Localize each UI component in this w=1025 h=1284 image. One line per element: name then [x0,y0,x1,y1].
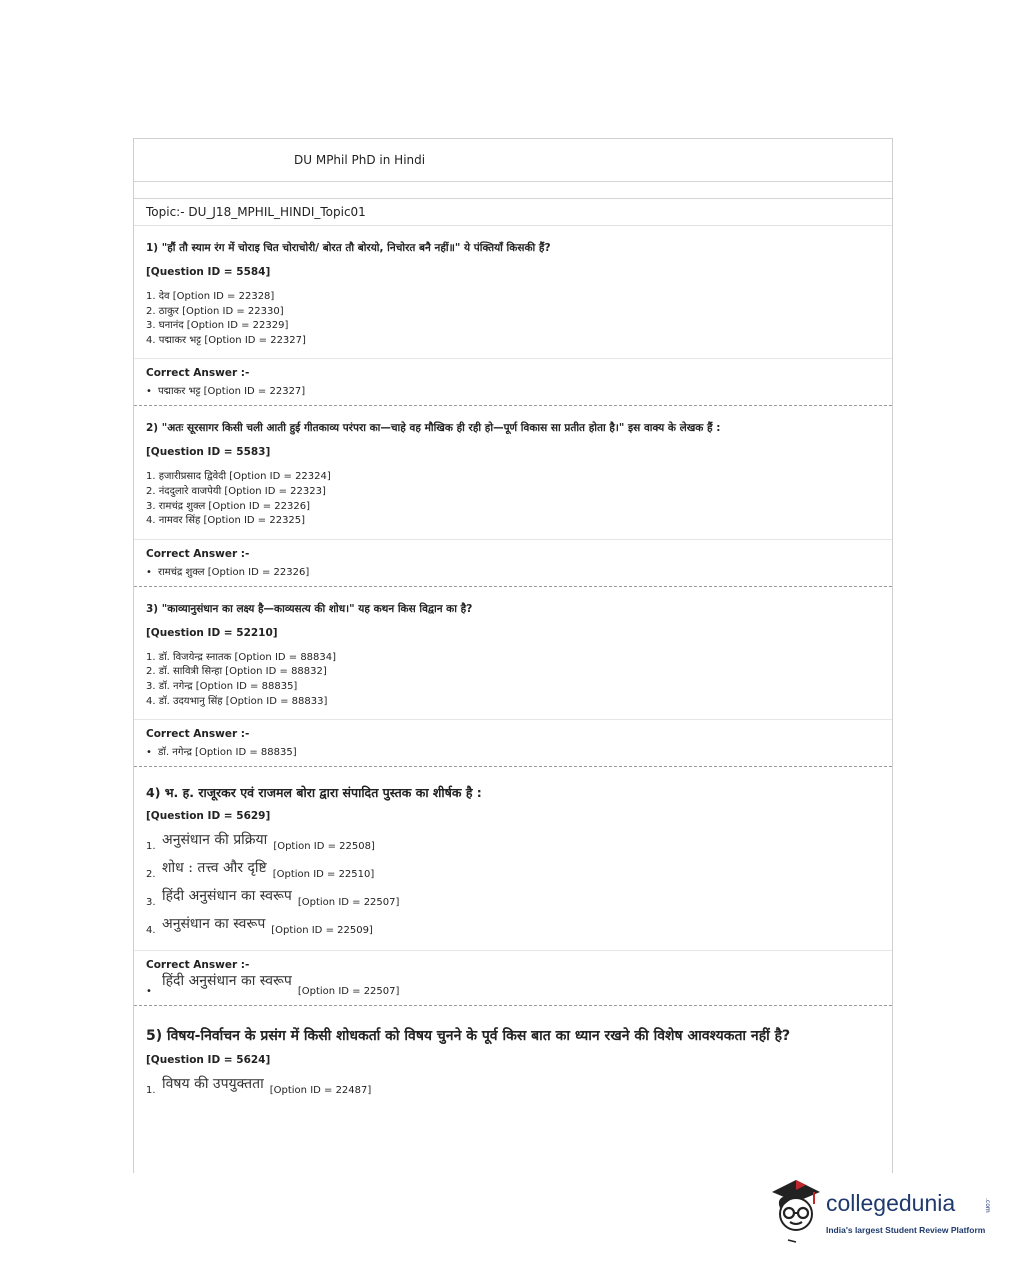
paper-title: DU MPhil PhD in Hindi [134,139,892,182]
correct-answer-block [134,950,892,1006]
option-2 [146,856,880,884]
option-number: 1. [146,840,156,852]
options-list [146,639,880,709]
question-2 [134,406,892,586]
answer-image-text: हिंदी अनुसंधान का स्वरूप [162,973,292,990]
options-list [146,458,880,528]
option-4: 4. नामवर सिंह [Option ID = 22325] [146,515,306,527]
question-text: 1) "हौं तौ स्याम रंग में चोराइ चित चोराचोरी/ बोरत तौ बोरयो, निचोरत बनै नहीं॥" ये पंक्तियाँ किसकी हैं? [146,242,551,254]
option-id: [Option ID = 22509] [271,924,373,936]
option-id: [Option ID = 22507] [297,986,400,998]
correct-answer-block [134,539,892,587]
logo-tagline: India's largest Student Review Platform [826,1225,986,1235]
option-image-text: अनुसंधान की प्रक्रिया [162,831,268,848]
option-4 [146,912,880,940]
option-4: 4. डॉ. उदयभानु सिंह [Option ID = 88833] [146,695,328,707]
option-id: [Option ID = 22487] [269,1084,372,1096]
correct-answer-label: Correct Answer :- [146,367,250,380]
option-1: 1. हजारीप्रसाद द्विवेदी [Option ID = 22324] [146,471,331,483]
correct-answer-value: • रामचंद्र शुक्ल [Option ID = 22326] [146,566,310,578]
topic-label: Topic:- DU_J18_MPHIL_HINDI_Topic01 [134,199,892,226]
options-list [146,278,880,348]
option-4: 4. पद्माकर भट्ट [Option ID = 22327] [146,334,306,346]
option-1: 1. डॉ. विजयेन्द्र स्नातक [Option ID = 88834] [146,651,337,663]
option-id: [Option ID = 22508] [273,840,375,852]
option-image-text: विषय की उपयुक्तता [162,1075,264,1092]
divider-row [134,182,892,199]
question-3 [134,587,892,767]
correct-answer-value [146,971,880,999]
option-image-text: अनुसंधान का स्वरूप [162,915,266,932]
option-number: 4. [146,924,156,936]
mascot-icon [766,1178,824,1248]
correct-answer-block [134,719,892,767]
question-text: 3) "काव्यानुसंधान का लक्ष्य है—काव्यसत्य की शोध।" यह कथन किस विद्वान का है? [146,602,473,615]
bullet: • [146,986,152,998]
correct-answer-label: Correct Answer :- [146,959,250,972]
question-id: [Question ID = 5584] [146,266,271,278]
question-paper-sheet [133,138,893,1173]
option-1: 1. देव [Option ID = 22328] [146,291,275,302]
question-text: 5) विषय-निर्वाचन के प्रसंग में किसी शोधकर्ता को विषय चुनने के पूर्व किस बात का ध्यान रखने की विशेष आवश्यकता नहीं है? [146,1028,791,1045]
answer-text: डॉ. नगेन्द्र [Option ID = 88835] [158,747,297,759]
question-id: [Question ID = 5583] [146,446,271,459]
collegedunia-logo[interactable] [766,1178,996,1248]
question-text: 4) भ. ह. राजूरकर एवं राजमल बोरा द्वारा संपादित पुस्तक का शीर्षक है : [146,785,482,801]
option-3 [146,884,880,912]
question-id: [Question ID = 5629] [146,810,271,823]
option-id: [Option ID = 22510] [272,868,375,880]
correct-answer-label: Correct Answer :- [146,547,250,560]
question-4 [134,767,892,1006]
option-3: 3. डॉ. नगेन्द्र [Option ID = 88835] [146,680,298,692]
option-3: 3. घनानंद [Option ID = 22329] [146,320,289,332]
option-number: 3. [146,896,156,908]
option-number: 1. [146,1084,156,1096]
option-1 [146,1072,880,1100]
logo-name: collegedunia [826,1190,956,1216]
correct-answer-label: Correct Answer :- [146,728,250,741]
option-id: [Option ID = 22507] [297,896,400,908]
options-list [146,822,880,940]
option-image-text: शोध : तत्त्व और दृष्टि [162,859,267,876]
option-1 [146,828,880,856]
answer-text: पद्माकर भट्ट [Option ID = 22327] [158,386,306,398]
correct-answer-value: • पद्माकर भट्ट [Option ID = 22327] [146,386,306,398]
option-2: 2. डॉ. सावित्री सिन्हा [Option ID = 88832] [146,666,327,678]
question-text: 2) "अतः सूरसागर किसी चली आती हुई गीतकाव्य परंपरा का—चाहे वह मौखिक ही रही हो—पूर्ण विकास सा प्रतीत होता है।" इस वाक्य के लेखक हैं : [146,422,721,435]
question-1 [134,226,892,406]
question-5 [134,1006,892,1100]
options-list [146,1066,880,1100]
answer-text: रामचंद्र शुक्ल [Option ID = 22326] [158,566,310,578]
question-id: [Question ID = 52210] [146,626,278,639]
option-image-text: हिंदी अनुसंधान का स्वरूप [162,887,292,904]
option-2: 2. नंददुलारे वाजपेयी [Option ID = 22323] [146,485,326,497]
option-2: 2. ठाकुर [Option ID = 22330] [146,305,284,317]
correct-answer-value: • डॉ. नगेन्द्र [Option ID = 88835] [146,747,297,759]
option-number: 2. [146,868,156,880]
logo-domain: .com [984,1198,991,1213]
question-id: [Question ID = 5624] [146,1054,271,1067]
option-3: 3. रामचंद्र शुक्ल [Option ID = 22326] [146,500,310,512]
correct-answer-block [134,358,892,406]
